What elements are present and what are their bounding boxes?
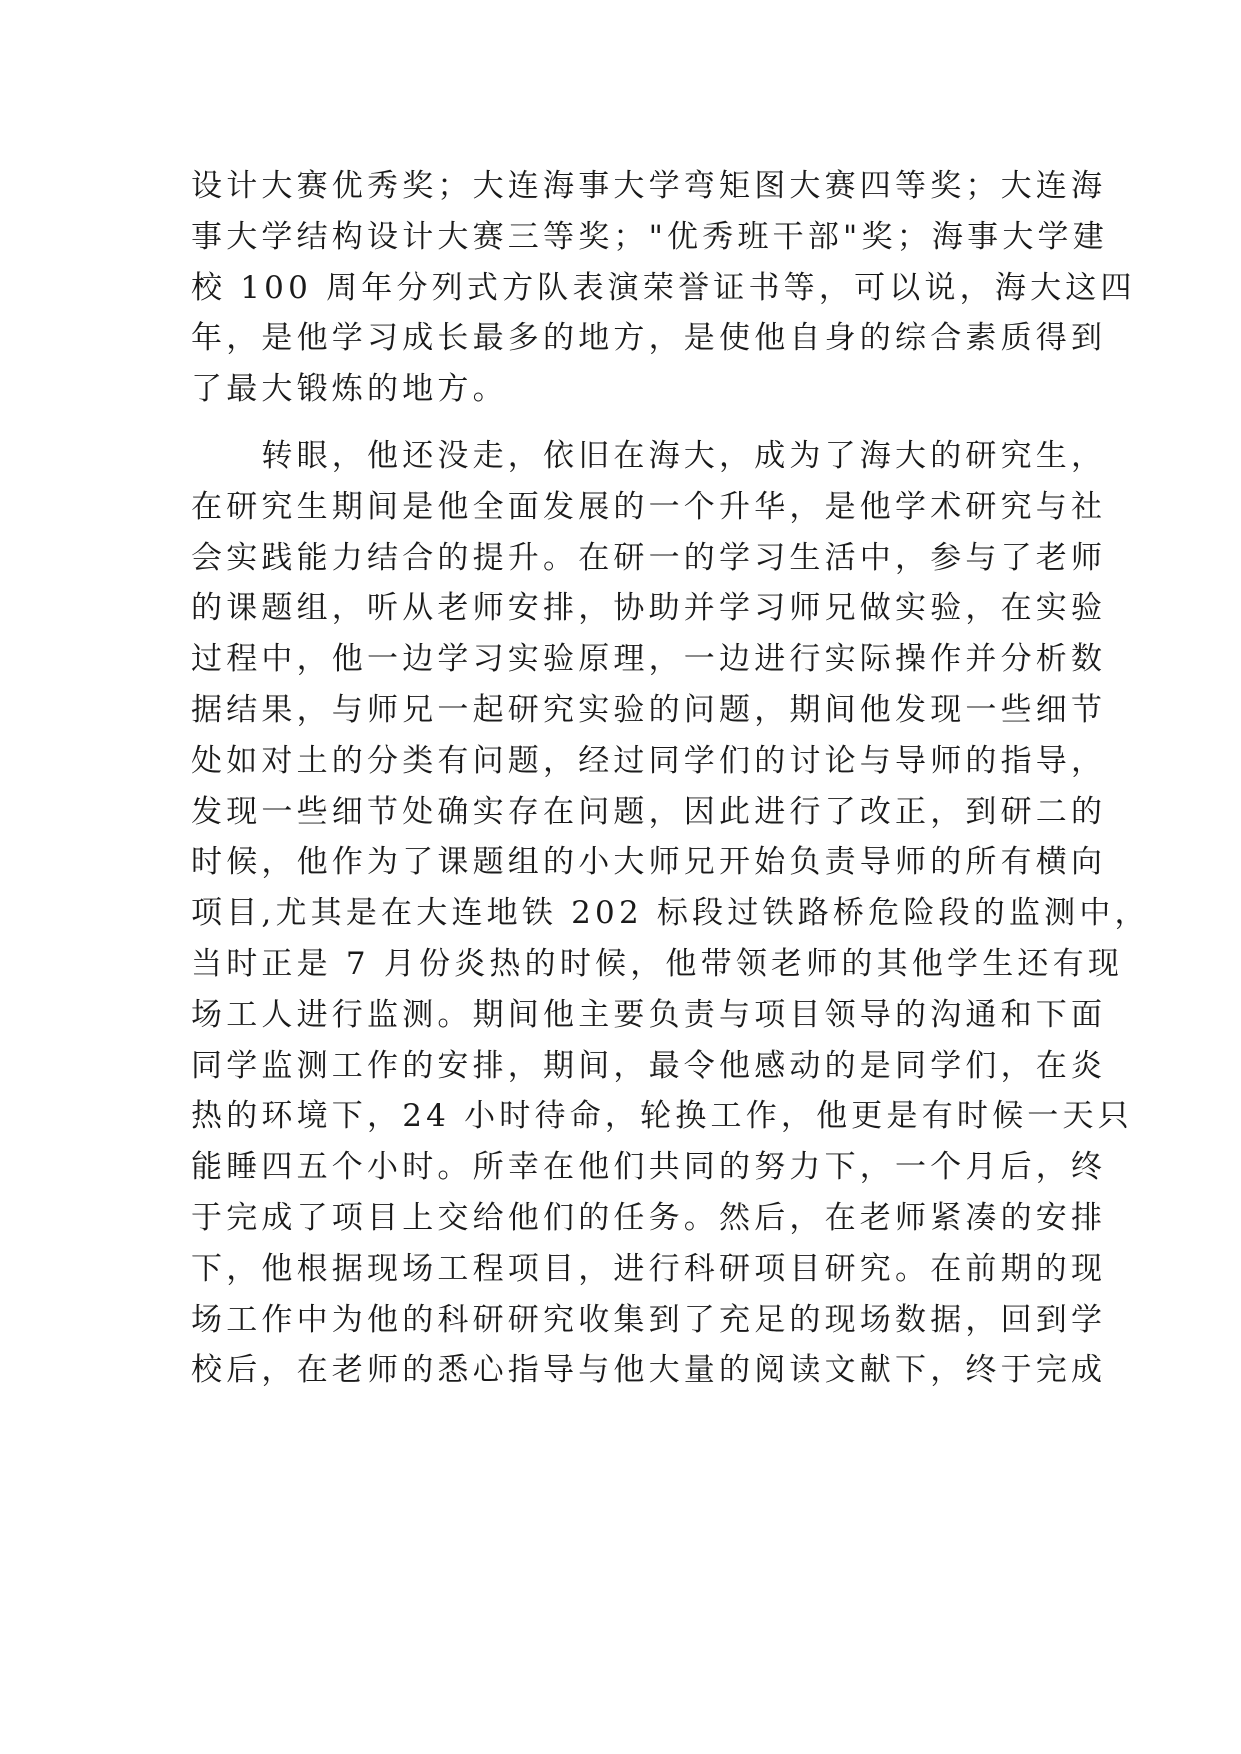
paragraph-line: 在研究生期间是他全面发展的一个升华，是他学术研究与社 (191, 488, 1107, 525)
paragraph-line: 设计大赛优秀奖；大连海事大学弯矩图大赛四等奖；大连海 (191, 168, 1107, 204)
paragraph-line: 年，是他学习成长最多的地方，是使他自身的综合素质得到 (191, 320, 1107, 357)
paragraph-line: 的课题组，听从老师安排，协助并学习师兄做实验，在实验 (191, 590, 1107, 627)
paragraph-line: 同学监测工作的安排，期间，最令他感动的是同学们，在炎 (191, 1047, 1107, 1084)
paragraph-line: 处如对土的分类有问题，经过同学们的讨论与导师的指导， (191, 742, 1107, 779)
paragraph-line: 校 100 周年分列式方队表演荣誉证书等，可以说，海大这四 (191, 269, 1136, 306)
paragraph-line: 项目,尤其是在大连地铁 202 标段过铁路桥危险段的监测中， (191, 895, 1150, 932)
paragraph-line: 能睡四五个小时。所幸在他们共同的努力下，一个月后，终 (191, 1149, 1107, 1186)
paragraph-line: 校后，在老师的悉心指导与他大量的阅读文献下，终于完成 (191, 1352, 1107, 1389)
paragraph-line: 会实践能力结合的提升。在研一的学习生活中，参与了老师 (191, 539, 1107, 576)
paragraph-line: 事大学结构设计大赛三等奖；"优秀班干部"奖；海事大学建 (191, 218, 1108, 255)
paragraph-line: 了最大锻炼的地方。 (191, 371, 508, 408)
paragraph-line: 发现一些细节处确实存在问题，因此进行了改正，到研二的 (191, 793, 1107, 830)
paragraph-line: 下，他根据现场工程项目，进行科研项目研究。在前期的现 (191, 1250, 1107, 1287)
paragraph-line: 场工作中为他的科研研究收集到了充足的现场数据，回到学 (191, 1301, 1107, 1338)
paragraph-line: 转眼，他还没走，依旧在海大，成为了海大的研究生， (191, 438, 1107, 474)
paragraph-line: 当时正是 7 月份炎热的时候，他带领老师的其他学生还有现 (191, 945, 1124, 982)
paragraph-1 (191, 161, 1136, 415)
paragraph-line: 时候，他作为了课题组的小大师兄开始负责导师的所有横向 (191, 844, 1107, 881)
paragraph-line: 于完成了项目上交给他们的任务。然后，在老师紧凑的安排 (191, 1199, 1107, 1236)
paragraph-line: 场工人进行监测。期间他主要负责与项目领导的沟通和下面 (191, 996, 1107, 1033)
paragraph-2 (191, 431, 1150, 1396)
paragraph-line: 过程中，他一边学习实验原理，一边进行实际操作并分析数 (191, 641, 1107, 678)
paragraph-line: 据结果，与师兄一起研究实验的问题，期间他发现一些细节 (191, 691, 1107, 728)
paragraph-line: 热的环境下，24 小时待命，轮换工作，他更是有时候一天只 (191, 1098, 1133, 1135)
